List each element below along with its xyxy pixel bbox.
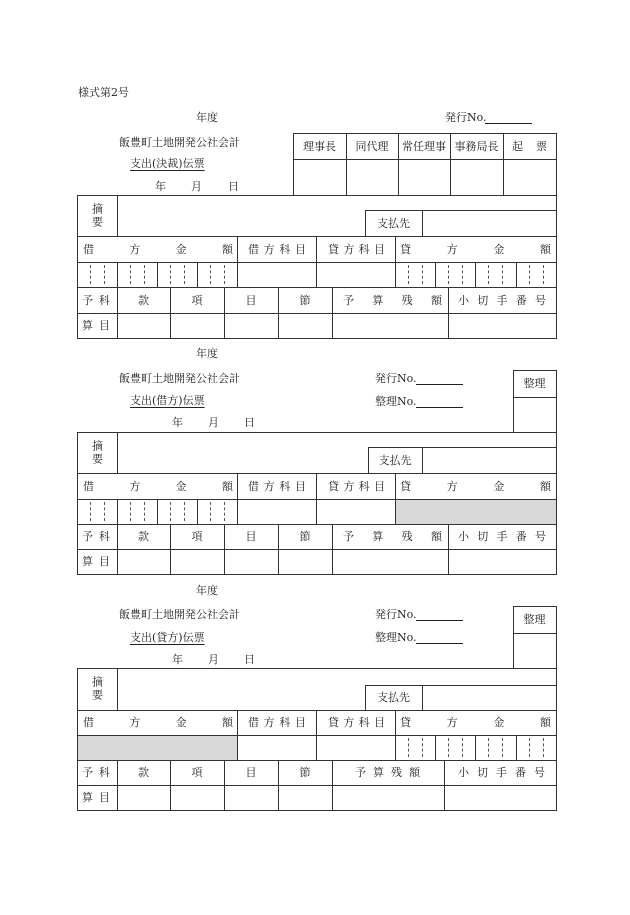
digit-divider-dashed [130,265,131,284]
grid-line-vertical [332,760,333,810]
grid-line-horizontal [77,236,557,237]
digit-divider-dashed [502,738,503,757]
reference-box [513,370,557,433]
grid-line-vertical [170,524,171,574]
approval-stamp-table [293,133,557,196]
grid-line-horizontal [293,133,557,134]
credit-account-header [316,710,395,735]
digit-divider-dashed [144,502,145,521]
slip-table [77,668,557,811]
form-number: 様式第2号 [78,86,129,99]
grid-line-vertical [435,262,436,287]
budget-balance-header [332,524,448,549]
budget-balance-header [332,287,448,313]
digit-divider-dashed [488,738,489,757]
grid-line-vertical [422,210,423,236]
grid-line-vertical [237,710,238,760]
credit-account-label: 貸 方 科 目 [328,242,385,256]
grid-line-vertical [278,287,279,338]
budget-label-top [77,760,117,785]
payee-label-cell [368,447,422,473]
date-day-label: 日 [244,653,255,666]
reference-box [513,606,557,669]
grid-line-vertical [503,133,504,195]
digit-divider-dashed [543,738,544,757]
grid-line-vertical [368,447,369,473]
debit-account-header [237,236,316,262]
digit-divider-dashed [224,265,225,284]
grid-line-vertical [395,473,396,524]
grid-line-horizontal [77,287,557,288]
slip-title: 支出(借方)伝票 [130,394,205,407]
digit-divider-dashed [448,738,449,757]
budget-label-top [77,287,117,313]
grid-line-horizontal [77,549,557,550]
grid-line-horizontal [77,785,557,786]
budget-balance-header [332,760,444,785]
grid-line-vertical [197,262,198,287]
credit-account-header [316,473,395,499]
reference-box-label: 整理 [523,377,546,390]
digit-divider-dashed [462,738,463,757]
grid-line-horizontal [77,499,557,500]
payee-label: 支払先 [378,453,412,467]
kou-header [170,524,224,549]
approval-header-cell [293,133,346,159]
grid-line-vertical [556,133,557,195]
grid-line-horizontal [513,633,557,634]
grid-line-horizontal [77,338,557,339]
grid-line-horizontal [513,370,557,371]
issue-no-label: 発行No. [375,372,417,385]
slip-table [77,432,557,575]
kan-header [117,524,170,549]
summary-label-cell [77,668,117,710]
grid-line-horizontal [365,210,557,211]
issue-no-blank [416,384,463,385]
grid-line-horizontal [77,195,557,196]
grid-line-vertical [556,668,557,811]
digit-divider-dashed [184,502,185,521]
digit-divider-dashed [488,265,489,284]
digit-divider-dashed [529,265,530,284]
digit-divider-dashed [170,265,171,284]
grid-line-vertical [170,287,171,338]
fiscal-year-label: 年度 [196,347,218,360]
grid-line-vertical [77,432,78,575]
kan-label: 款 [138,766,149,779]
debit-amount-label: 借 方 金 額 [83,479,233,493]
check-number-label: 小 切 手 番 号 [458,530,546,543]
grid-line-vertical [365,685,366,710]
grid-line-vertical [448,287,449,338]
budget-label-bottom [77,549,117,574]
slip-table [77,195,557,339]
debit-account-header [237,473,316,499]
setsu-label: 節 [299,530,311,543]
approval-label: 起 票 [512,139,547,153]
accounting-name: 飯豊町土地開発公社会計 [119,372,240,385]
payee-label: 支払先 [377,216,410,230]
fiscal-year-label: 年度 [196,111,218,124]
debit-account-header [237,710,316,735]
payee-label: 支払先 [377,691,410,704]
grid-line-vertical [237,473,238,524]
digit-divider-dashed [529,738,530,757]
debit-amount-header [77,710,237,735]
grid-line-vertical [395,710,396,760]
grid-line-vertical [516,262,517,287]
accounting-name: 飯豊町土地開発公社会計 [119,136,240,149]
moku-header [224,760,278,785]
budget-label-bottom [77,313,117,338]
approval-header-cell [503,133,556,159]
slip-title: 支出(貸方)伝票 [130,631,205,644]
grid-line-vertical [556,195,557,339]
summary-label: 摘要 [90,202,104,229]
digit-divider-dashed [422,738,423,757]
moku-header [224,287,278,313]
grid-line-vertical [117,262,118,338]
grid-line-horizontal [77,432,557,433]
grid-line-vertical [117,499,118,574]
credit-amount-header [395,236,556,262]
budget-label: 算 目 [82,791,110,804]
grid-line-vertical [170,760,171,810]
approval-label: 同代理 [355,139,389,153]
kou-label: 項 [191,293,203,307]
check-number-label: 小 切 手 番 号 [458,766,545,779]
grid-line-vertical [77,195,78,339]
digit-divider-dashed [210,502,211,521]
grid-line-vertical [422,447,423,473]
moku-label: 目 [245,766,257,779]
digit-divider-dashed [224,502,225,521]
payee-label-cell [365,685,422,710]
budget-balance-label: 予 算 残 額 [343,530,442,543]
grid-line-horizontal [77,735,557,736]
debit-amount-label: 借 方 金 額 [83,242,233,256]
check-number-header [444,760,556,785]
grid-line-vertical [556,370,557,432]
setsu-label: 節 [299,293,311,307]
summary-label: 摘要 [90,439,104,466]
grid-line-vertical [316,710,317,760]
reference-box-label: 整理 [523,613,546,626]
date-month-label: 月 [208,416,219,429]
kan-label: 款 [138,530,149,543]
budget-label: 算 目 [82,319,110,332]
digit-divider-dashed [170,502,171,521]
digit-divider-dashed [408,738,409,757]
accounting-name: 飯豊町土地開発公社会計 [119,608,240,621]
grid-line-vertical [224,287,225,338]
grid-line-vertical [395,236,396,287]
date-month-label: 月 [208,653,219,666]
digit-divider-dashed [130,502,131,521]
kou-label: 項 [191,530,203,543]
digit-divider-dashed [448,265,449,284]
grid-line-vertical [117,432,118,473]
grid-line-horizontal [513,606,557,607]
kou-header [170,287,224,313]
budget-label: 予 科 [82,293,110,307]
grid-line-horizontal [77,524,557,525]
credit-account-header [316,236,395,262]
grid-line-vertical [77,668,78,811]
budget-balance-label: 予 算 残 額 [355,766,420,779]
approval-header-cell [450,133,503,159]
issue-no-label: 発行No. [445,111,487,124]
grid-line-horizontal [77,668,557,669]
date-day-label: 日 [244,416,255,429]
setsu-header [278,760,332,785]
digit-divider-dashed [210,265,211,284]
grid-line-horizontal [77,574,557,575]
kou-label: 項 [191,766,203,779]
summary-label-cell [77,432,117,473]
date-year-label: 年 [155,180,166,193]
digit-divider-dashed [184,265,185,284]
budget-balance-label: 予 算 残 額 [343,293,442,307]
slip-title: 支出(決裁)伝票 [130,157,205,170]
approval-label: 常任理事 [402,139,446,153]
kan-label: 款 [138,293,149,307]
grid-line-vertical [398,133,399,195]
grid-line-vertical [346,133,347,195]
credit-amount-label: 貸 方 金 額 [400,479,551,493]
grid-line-vertical [117,760,118,810]
grid-line-horizontal [368,447,557,448]
issue-no-label: 発行No. [375,608,417,621]
grid-line-vertical [293,133,294,195]
grid-line-vertical [516,735,517,760]
summary-label: 摘要 [90,676,104,702]
grid-line-vertical [316,473,317,524]
date-month-label: 月 [191,180,202,193]
budget-label: 算 目 [82,555,110,568]
reference-no-blank [416,643,463,644]
budget-label: 予 科 [82,766,110,779]
digit-divider-dashed [104,265,105,284]
approval-label: 事務局長 [454,139,499,153]
digit-divider-dashed [462,265,463,284]
grid-line-vertical [278,760,279,810]
reference-no-label: 整理No. [375,631,417,644]
debit-account-label: 借 方 科 目 [248,479,306,493]
debit-amount-header [77,473,237,499]
grid-line-vertical [332,287,333,338]
digit-divider-dashed [408,265,409,284]
grid-line-vertical [556,432,557,575]
shaded-cell [78,736,237,760]
moku-label: 目 [245,530,257,543]
grid-line-vertical [513,370,514,432]
grid-line-vertical [422,685,423,710]
grid-line-horizontal [77,810,557,811]
grid-line-vertical [556,606,557,668]
grid-line-vertical [157,262,158,287]
grid-line-vertical [513,606,514,668]
reference-no-blank [416,407,463,408]
reference-box-header [513,370,556,397]
grid-line-vertical [365,210,366,236]
setsu-header [278,524,332,549]
grid-line-horizontal [513,397,557,398]
issue-no-blank [416,620,463,621]
date-day-label: 日 [228,180,239,193]
check-number-label: 小 切 手 番 号 [458,293,546,307]
setsu-header [278,287,332,313]
date-year-label: 年 [172,416,183,429]
grid-line-horizontal [77,710,557,711]
digit-divider-dashed [422,265,423,284]
grid-line-vertical [332,524,333,574]
grid-line-horizontal [365,685,557,686]
reference-box-header [513,606,556,633]
digit-divider-dashed [104,502,105,521]
credit-account-label: 貸 方 科 目 [328,716,385,729]
grid-line-vertical [117,668,118,710]
grid-line-vertical [448,524,449,574]
moku-header [224,524,278,549]
grid-line-vertical [316,236,317,287]
debit-account-label: 借 方 科 目 [248,242,306,256]
grid-line-horizontal [77,262,557,263]
issue-no-blank [485,123,532,124]
kan-header [117,760,170,785]
grid-line-vertical [117,195,118,236]
digit-divider-dashed [543,265,544,284]
credit-amount-label: 貸 方 金 額 [400,716,551,729]
setsu-label: 節 [299,766,311,779]
budget-label-top [77,524,117,549]
debit-amount-header [77,236,237,262]
debit-amount-label: 借 方 金 額 [83,716,233,729]
grid-line-horizontal [77,473,557,474]
digit-divider-dashed [90,502,91,521]
credit-amount-label: 貸 方 金 額 [400,242,551,256]
approval-label: 理事長 [303,139,336,153]
reference-no-label: 整理No. [375,395,417,408]
grid-line-vertical [224,760,225,810]
grid-line-vertical [237,236,238,287]
grid-line-vertical [278,524,279,574]
shaded-cell [396,500,556,524]
digit-divider-dashed [502,265,503,284]
grid-line-horizontal [77,760,557,761]
digit-divider-dashed [144,265,145,284]
grid-line-horizontal [77,313,557,314]
budget-label: 予 科 [82,530,110,543]
grid-line-vertical [444,760,445,810]
approval-header-cell [346,133,398,159]
fiscal-year-label: 年度 [196,584,218,597]
kan-header [117,287,170,313]
credit-amount-header [395,473,556,499]
approval-header-cell [398,133,450,159]
credit-account-label: 貸 方 科 目 [328,479,385,493]
date-year-label: 年 [172,653,183,666]
grid-line-vertical [475,735,476,760]
grid-line-vertical [435,735,436,760]
kou-header [170,760,224,785]
summary-label-cell [77,195,117,236]
check-number-header [448,287,556,313]
digit-divider-dashed [90,265,91,284]
grid-line-vertical [224,524,225,574]
credit-amount-header [395,710,556,735]
moku-label: 目 [245,293,257,307]
grid-line-vertical [450,133,451,195]
payee-label-cell [365,210,422,236]
debit-account-label: 借 方 科 目 [248,716,306,729]
grid-line-vertical [157,499,158,524]
grid-line-horizontal [293,159,557,160]
check-number-header [448,524,556,549]
grid-line-vertical [197,499,198,524]
budget-label-bottom [77,785,117,810]
grid-line-vertical [475,262,476,287]
